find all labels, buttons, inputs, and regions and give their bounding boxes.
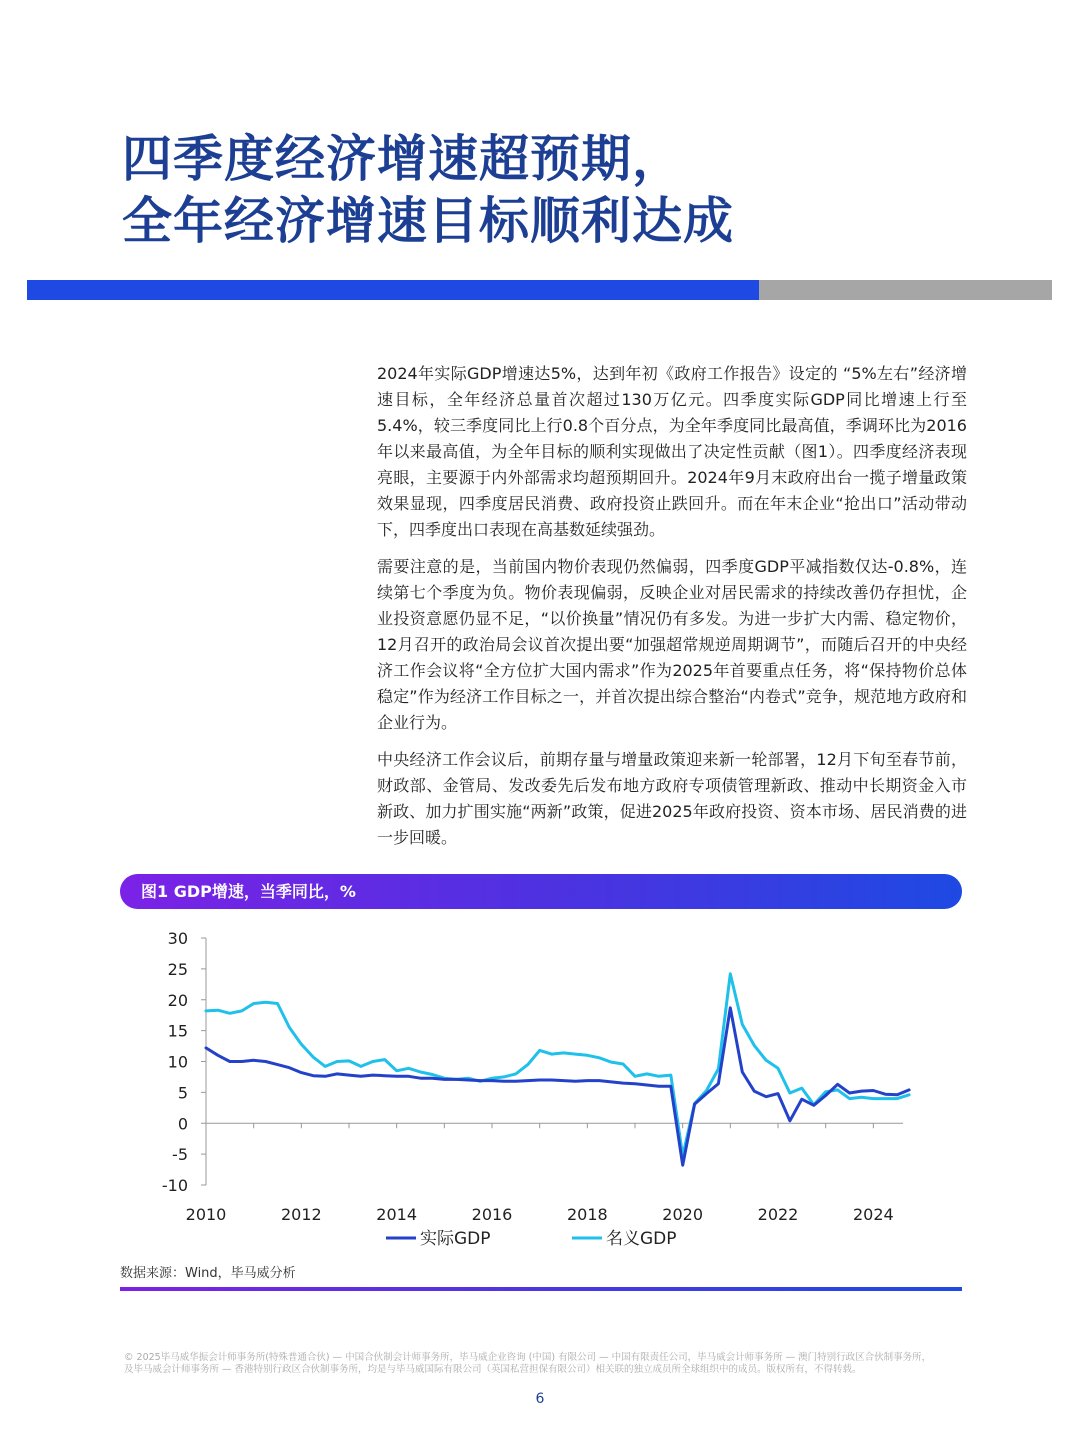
x-tick-label: 2024 <box>852 1205 894 1224</box>
y-tick-label: -5 <box>172 1145 188 1165</box>
paragraph-1: 2024年实际GDP增速达5%，达到年初《政府工作报告》设定的 “5%左右”经济增速目标，全年经济总量首次超过130万亿元。四季度实际GDP同比增速上行至5.4%，较三季度同比上行0.8个百分点，为全年季度同比最高值，季调环比为2016年以来最高值，为全年目标的顺利实现做出了决定性贡献（图1）。四季度经济表现亮眼，主要源于内外部需求均超预期回升。2024年9月末政府出台一揽子增量政策效果显现，四季度居民消费、政府投资止跌回升。而在年末企业“抢出口”活动带动下，四季度出口表现在高基数延续强劲。 <box>377 364 967 539</box>
legend-label: 实际GDP <box>420 1229 491 1249</box>
data-source: 数据来源：Wind，毕马威分析 <box>120 1266 296 1281</box>
title-rule-blue <box>27 280 759 300</box>
legend-label: 名义GDP <box>606 1229 677 1249</box>
footer-line-1: © 2025毕马威华振会计师事务所(特殊普通合伙) — 中国合伙制会计师事务所，毕马威企业咨询 (中国) 有限公司 — 中国有限责任公司，毕马威会计师事务所 — 澳门特别行政区合伙制事务所， <box>124 1352 932 1363</box>
x-tick-label: 2022 <box>757 1205 799 1224</box>
x-tick-label: 2010 <box>185 1205 227 1224</box>
footer-line-2: 及毕马威会计师事务所 — 香港特别行政区合伙制事务所，均是与毕马威国际有限公司（英国私营担保有限公司）相关联的独立成员所全球组织中的成员。版权所有，不得转载。 <box>124 1364 862 1375</box>
x-tick-label: 2020 <box>662 1205 704 1224</box>
body-text <box>377 361 967 862</box>
y-tick-label: 10 <box>167 1052 188 1072</box>
x-tick-label: 2014 <box>376 1205 418 1224</box>
x-tick-label: 2018 <box>566 1205 608 1224</box>
y-tick-label: -10 <box>161 1176 188 1195</box>
page-number: 6 <box>535 1391 545 1407</box>
figure-caption-bar <box>120 874 962 909</box>
series-line-nominal-gdp <box>206 974 909 1156</box>
page-title <box>122 128 734 252</box>
y-tick-label: 5 <box>177 1083 188 1103</box>
series-line-real-gdp <box>206 1008 909 1165</box>
figure-caption: 图1 GDP增速，当季同比，% <box>141 882 356 901</box>
y-tick-label: 20 <box>167 990 188 1010</box>
figure-bottom-rule <box>120 1287 962 1291</box>
title-rule-gray <box>759 280 1052 300</box>
x-tick-label: 2012 <box>280 1205 322 1224</box>
y-tick-label: 0 <box>177 1114 188 1134</box>
gdp-line-chart <box>120 915 962 1255</box>
title-line-1: 四季度经济增速超预期， <box>122 130 683 188</box>
title-line-2: 全年经济增速目标顺利达成 <box>122 192 734 250</box>
x-tick-label: 2016 <box>471 1205 513 1224</box>
y-tick-label: 30 <box>167 929 188 948</box>
y-tick-label: 25 <box>167 959 188 979</box>
y-tick-label: 15 <box>167 1021 188 1041</box>
paragraph-2: 需要注意的是，当前国内物价表现仍然偏弱，四季度GDP平减指数仅达-0.8%，连续第七个季度为负。物价表现偏弱，反映企业对居民需求的持续改善仍存担忧，企业投资意愿仍显不足，“以价换量”情况仍有多发。为进一步扩大内需、稳定物价，12月召开的政治局会议首次提出要“加强超常规逆周期调节”，而随后召开的中央经济工作会议将“全方位扩大国内需求”作为2025年首要重点任务，将“保持物价总体稳定”作为经济工作目标之一，并首次提出综合整治“内卷式”竞争，规范地方政府和企业行为。 <box>377 557 967 732</box>
paragraph-3: 中央经济工作会议后，前期存量与增量政策迎来新一轮部署，12月下旬至春节前，财政部、金管局、发改委先后发布地方政府专项债管理新政、推动中长期资金入市新政、加力扩围实施“两新”政策，促进2025年政府投资、资本市场、居民消费的进一步回暖。 <box>377 750 967 847</box>
footer-copyright <box>124 1352 964 1376</box>
